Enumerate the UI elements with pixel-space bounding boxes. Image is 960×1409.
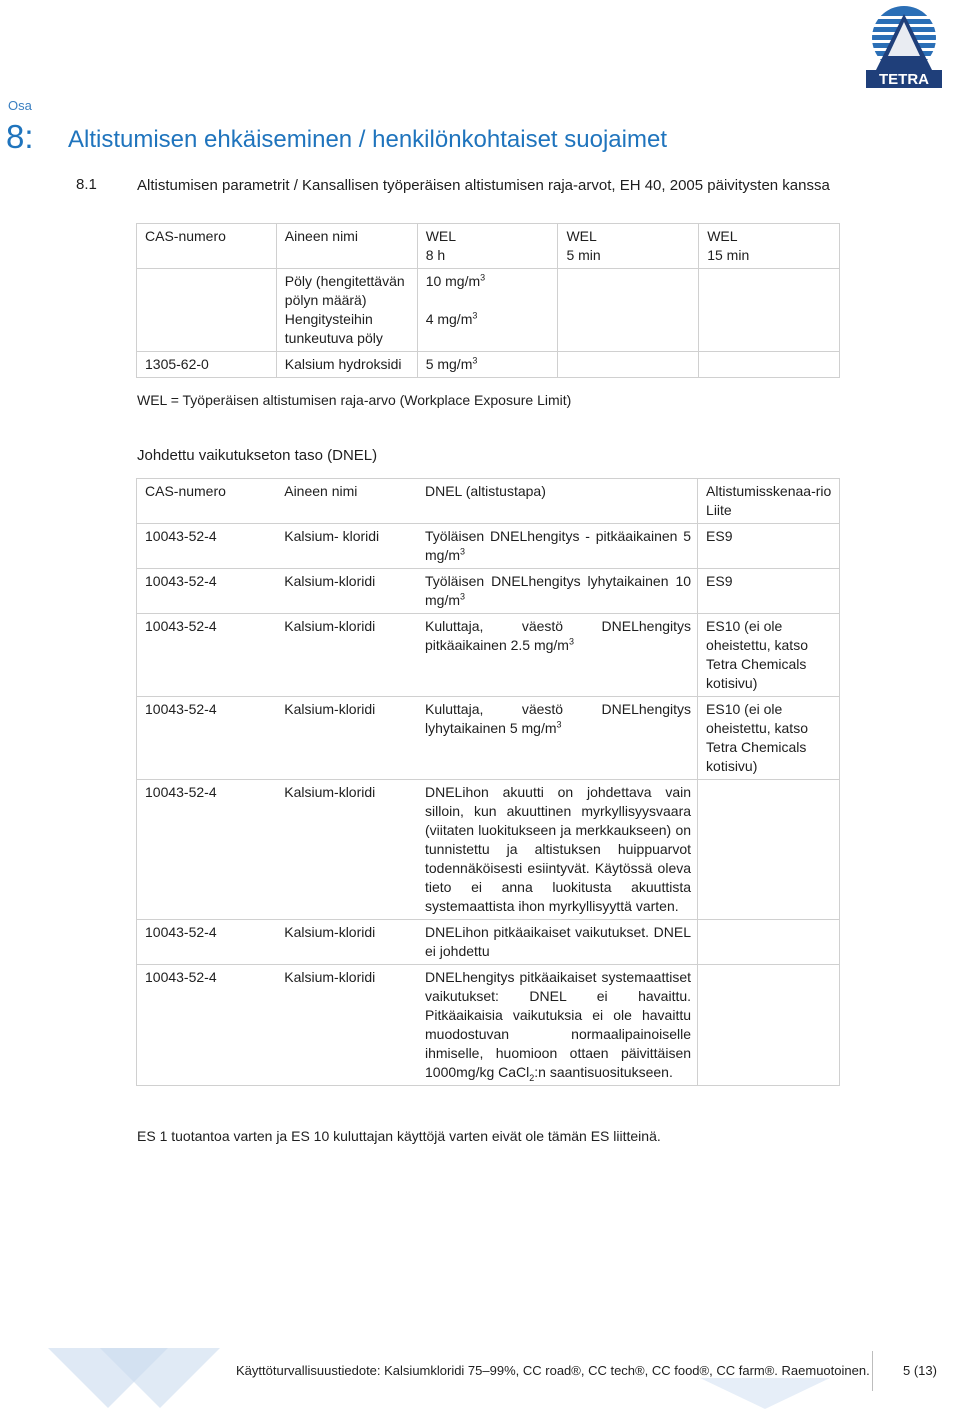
dnel-value-text: DNELhengitys pitkäaikaiset systemaattiset vaikutukset: DNEL ei havaittu. Pitkäaikaisia vaikutuksia ei ole havaittu muodostuvan normaalipainoiselle ihmiselle, huomioon ottaen päivittäisen 1000mg/kg CaCl — [425, 969, 692, 1080]
wel-cas: 1305-62-0 — [137, 352, 277, 378]
wel-substance: Kalsium hydroksidi — [276, 352, 417, 378]
dnel-header-row — [137, 479, 840, 524]
dnel-value-text: Kuluttaja, väestö DNELhengitys pitkäaikainen 2.5 mg/m — [425, 618, 692, 653]
dnel-cas: 10043-52-4 — [137, 965, 277, 1086]
wel-row-dust — [137, 269, 840, 352]
dnel-heading: Johdettu vaikutukseton taso (DNEL) — [137, 447, 378, 464]
dnel-cas: 10043-52-4 — [137, 524, 277, 569]
unit-exponent: 3 — [556, 719, 562, 730]
dnel-table — [136, 478, 840, 1086]
header-wel-15min — [699, 224, 840, 269]
subsection-title: Altistumisen parametrit / Kansallisen työperäisen altistumisen raja-arvot, EH 40, 2005 päivitysten kanssa — [137, 177, 830, 194]
footer-divider — [872, 1351, 873, 1391]
header-wel-15min-l1: WEL — [707, 228, 738, 244]
dnel-row — [137, 614, 840, 697]
dnel-scenario — [698, 780, 840, 920]
dnel-header-name: Aineen nimi — [276, 479, 417, 524]
header-wel-8h-l2: 8 h — [425, 247, 446, 263]
dnel-cas: 10043-52-4 — [137, 614, 277, 697]
wel-dust-value-a: 10 mg/m — [425, 273, 481, 289]
wel-table — [136, 223, 840, 378]
dnel-value — [417, 920, 698, 965]
dnel-cas: 10043-52-4 — [137, 697, 277, 780]
dnel-value — [417, 614, 698, 697]
dnel-value-text: Kuluttaja, väestö DNELhengitys lyhytaikainen 5 mg/m — [425, 701, 692, 736]
wel-dust-value-b: 4 mg/m — [425, 311, 473, 327]
wel-dust-values — [417, 269, 558, 352]
dnel-substance: Kalsium-kloridi — [276, 697, 417, 780]
dnel-row — [137, 524, 840, 569]
dnel-row — [137, 965, 840, 1086]
section-title: Altistumisen ehkäiseminen / henkilönkohtaiset suojaimet — [68, 126, 667, 153]
dnel-substance: Kalsium- kloridi — [276, 524, 417, 569]
header-wel-15min-l2: 15 min — [707, 247, 750, 263]
header-wel-5min-l1: WEL — [566, 228, 597, 244]
dnel-cas: 10043-52-4 — [137, 569, 277, 614]
subsection-number: 8.1 — [76, 176, 97, 193]
dnel-value-tail: :n saantisuositukseen. — [534, 1064, 673, 1080]
wel-definition-note: WEL = Työperäisen altistumisen raja-arvo (Workplace Exposure Limit) — [137, 392, 572, 408]
tetra-logo — [862, 4, 946, 90]
dnel-value-text: DNELihon pitkäaikaiset vaikutukset. DNEL ei johdettu — [425, 924, 692, 959]
dnel-value-text: Työläisen DNELhengitys lyhytaikainen 10 mg/m — [425, 573, 692, 608]
dnel-scenario: ES9 — [698, 569, 840, 614]
unit-exponent: 3 — [480, 272, 486, 283]
dnel-row — [137, 569, 840, 614]
osa-label: Osa — [8, 98, 32, 113]
footer-triangle-decoration — [100, 1348, 220, 1408]
footer-page-number: 5 (13) — [903, 1363, 937, 1378]
dnel-cas: 10043-52-4 — [137, 780, 277, 920]
dnel-value — [417, 965, 698, 1086]
footer-document-title: Käyttöturvallisuustiedote: Kalsiumkloridi 75–99%, CC road®, CC tech®, CC food®, CC farm®. Raemuotoinen. — [236, 1363, 870, 1378]
dnel-header-scenario: Altistumisskenaa-rio Liite — [698, 479, 840, 524]
wel-value-text: 5 mg/m — [425, 356, 473, 372]
dnel-header-cas: CAS-numero — [137, 479, 277, 524]
wel-header-row — [137, 224, 840, 269]
header-name: Aineen nimi — [276, 224, 417, 269]
dnel-value — [417, 697, 698, 780]
section-number: 8: — [6, 118, 34, 155]
header-wel-8h — [417, 224, 558, 269]
formula-subscript: 2 — [529, 1072, 535, 1083]
dnel-header-dnel: DNEL (altistustapa) — [417, 479, 698, 524]
dnel-row — [137, 780, 840, 920]
dnel-scenario — [698, 965, 840, 1086]
header-cas: CAS-numero — [145, 228, 226, 244]
dnel-value-text: Työläisen DNELhengitys - pitkäaikainen 5 mg/m — [425, 528, 692, 563]
wel-dust-name-a: Pöly (hengitettävän pölyn määrä) — [284, 273, 405, 308]
dnel-value — [417, 524, 698, 569]
wel-value — [417, 352, 558, 378]
dnel-value-text: DNELihon akuutti on johdettava vain silloin, kun akuuttinen myrkyllisyysvaara (viitaten luokitukseen ja merkkaukseen) on tunnistettu ja altistuksen huippuarvot todennäköisesti esiintyvät. Käytössä oleva tieto ei anna luokitusta akuuttista systemaattista ihon myrkyllisyyttä varten. — [425, 784, 692, 914]
dnel-substance: Kalsium-kloridi — [276, 920, 417, 965]
dnel-substance: Kalsium-kloridi — [276, 965, 417, 1086]
dnel-substance: Kalsium-kloridi — [276, 614, 417, 697]
dnel-scenario: ES10 (ei ole oheistettu, katso Tetra Chemicals kotisivu) — [698, 614, 840, 697]
unit-exponent: 3 — [568, 636, 574, 647]
dnel-value — [417, 780, 698, 920]
dnel-substance: Kalsium-kloridi — [276, 569, 417, 614]
dnel-scenario — [698, 920, 840, 965]
unit-exponent: 3 — [460, 546, 466, 557]
wel-dust-names — [276, 269, 417, 352]
unit-exponent: 3 — [472, 355, 478, 366]
wel-dust-name-b: Hengitysteihin tunkeutuva pöly — [284, 311, 383, 346]
unit-exponent: 3 — [460, 591, 466, 602]
dnel-scenario: ES10 (ei ole oheistettu, katso Tetra Chemicals kotisivu) — [698, 697, 840, 780]
header-wel-8h-l1: WEL — [425, 228, 457, 244]
dnel-row — [137, 920, 840, 965]
header-wel-5min — [558, 224, 699, 269]
dnel-substance: Kalsium-kloridi — [276, 780, 417, 920]
dnel-value — [417, 569, 698, 614]
wel-row-calcium-hydroxide — [137, 352, 840, 378]
logo-text: TETRA — [879, 71, 929, 88]
header-wel-5min-l2: 5 min — [566, 247, 601, 263]
footer-triangle-decoration — [700, 1378, 830, 1409]
dnel-scenario: ES9 — [698, 524, 840, 569]
dnel-cas: 10043-52-4 — [137, 920, 277, 965]
unit-exponent: 3 — [472, 310, 478, 321]
es-note: ES 1 tuotantoa varten ja ES 10 kuluttajan käyttöjä varten eivät ole tämän ES liitteinä. — [137, 1128, 661, 1144]
dnel-row — [137, 697, 840, 780]
